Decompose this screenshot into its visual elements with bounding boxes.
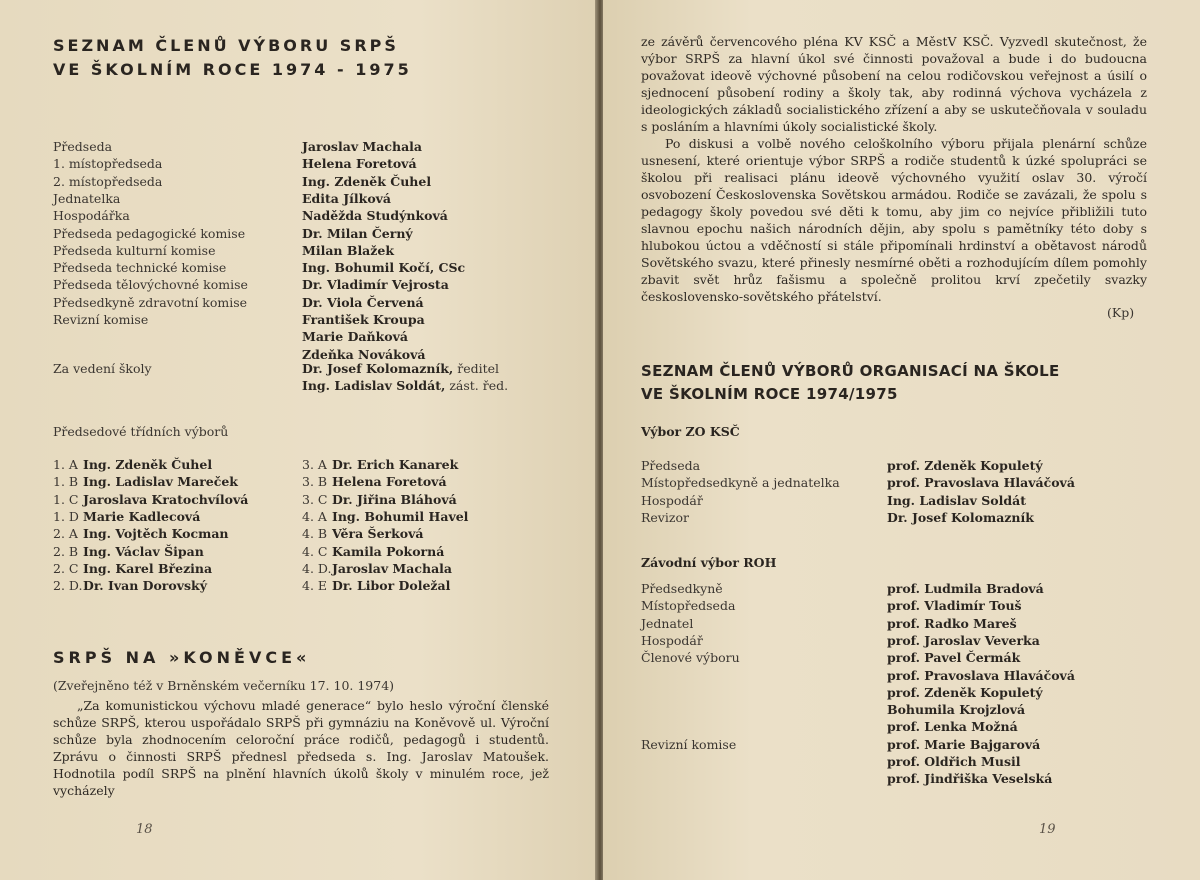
class-chair-name: Marie Kadlecová: [83, 508, 201, 524]
member-name: Ing. Bohumil Kočí, CSc: [302, 260, 466, 276]
class-chair-name: Kamila Pokorná: [332, 543, 445, 559]
class-chair-name: Ing. Ladislav Mareček: [83, 474, 238, 490]
class-heading: Předsedové třídních výborů: [53, 424, 229, 439]
class-code: 2. C: [53, 560, 79, 576]
member-role: Hospodářka: [53, 208, 130, 224]
roh-member-row: [641, 581, 1044, 596]
roh-member-name: prof. Ludmila Bradová: [887, 581, 1044, 596]
member-name: Milan Blažek: [302, 242, 394, 258]
class-code: 1. B: [53, 474, 79, 490]
right-page: [603, 0, 1200, 880]
member-name: Jaroslav Machala: [302, 139, 423, 154]
school-1-name: Dr. Josef Kolomazník,: [302, 361, 454, 376]
member-name: Dr. Viola Červená: [302, 294, 424, 310]
class-code: 4. A: [302, 508, 327, 524]
class-chair-name: Ing. Karel Březina: [83, 560, 213, 576]
member-row: [53, 295, 424, 310]
member-name: František Kroupa: [302, 312, 425, 327]
roh-member-name: prof. Jindřiška Veselská: [887, 771, 1053, 787]
left-heading-line1: SEZNAM ČLENŮ VÝBORU SRPŠ: [53, 36, 399, 55]
member-row: [53, 347, 426, 362]
roh-member-name: prof. Jaroslav Veverka: [887, 632, 1040, 648]
member-row: [53, 312, 425, 327]
roh-member-row: [641, 737, 1040, 752]
class-code: 3. B: [302, 474, 328, 490]
roh-member-row: [641, 668, 1075, 683]
article-text: „Za komunistickou výchovu mladé generace“ bylo heslo výroční členské schůze SRPŠ, kterou uspořádalo SRPŠ při gymnáziu na Koněvově ul. Výroční schůze byla zhodnocením celoroční práce rodičů, pedagogů i studentů. Zprávu o činnosti SRPŠ přednesl předseda s. Ing. Jaroslav Matoušek. Hodnotila podíl SRPŠ na plnění hlavních úkolů školy v minulém roce, jež vycházely: [53, 698, 549, 798]
class-row: [302, 544, 444, 559]
ksc-member-row: [641, 510, 1034, 525]
class-row: [53, 561, 212, 576]
class-row: [302, 578, 450, 593]
class-chair-name: Dr. Ivan Dorovský: [83, 578, 207, 594]
member-role: Předsedkyně zdravotní komise: [53, 294, 248, 310]
class-row: [53, 474, 238, 489]
roh-member-name: prof. Pravoslava Hlaváčová: [887, 667, 1075, 683]
roh-member-name: prof. Vladimír Touš: [887, 598, 1022, 614]
member-row: [53, 208, 448, 223]
ksc-member-role: Místopředsedkyně a jednatelka: [641, 475, 840, 491]
school-row-1: [302, 361, 499, 376]
roh-member-role: Hospodář: [641, 632, 703, 648]
class-code: 3. C: [302, 491, 328, 507]
member-row: [53, 329, 408, 344]
ksc-member-role: Hospodář: [641, 492, 703, 508]
class-code: 2. B: [53, 543, 79, 559]
class-row: [302, 474, 447, 489]
member-role: 1. místopředseda: [53, 156, 163, 172]
roh-member-role: Předsedkyně: [641, 581, 723, 596]
class-chair-name: Ing. Vojtěch Kocman: [83, 526, 229, 542]
member-name: Marie Daňková: [302, 329, 408, 345]
roh-member-row: [641, 598, 1022, 613]
class-code: 1. C: [53, 491, 79, 507]
class-row: [302, 457, 458, 472]
roh-member-name: prof. Zdeněk Kopuletý: [887, 684, 1043, 700]
member-name: Edita Jílková: [302, 190, 392, 206]
class-row: [53, 544, 204, 559]
class-chair-name: Ing. Bohumil Havel: [332, 508, 469, 524]
class-code: 2. A: [53, 526, 78, 542]
ksc-member-row: [641, 458, 1043, 473]
class-code: 4. E: [302, 578, 328, 594]
ksc-member-role: Předseda: [641, 458, 701, 473]
right-heading-line2: VE ŠKOLNÍM ROCE 1974/1975: [641, 385, 898, 403]
member-role: 2. místopředseda: [53, 173, 163, 189]
roh-heading: Závodní výbor ROH: [641, 555, 777, 570]
class-row: [302, 509, 468, 524]
class-code: 4. B: [302, 526, 328, 542]
ksc-member-name: Ing. Ladislav Soldát: [887, 492, 1026, 508]
member-row: [53, 139, 422, 154]
right-heading-line1: SEZNAM ČLENŮ VÝBORŮ ORGANISACÍ NA ŠKOLE: [641, 362, 1060, 380]
member-name: Dr. Vladimír Vejrosta: [302, 277, 449, 293]
roh-member-role: Místopředseda: [641, 598, 736, 614]
member-role: Předseda technické komise: [53, 260, 227, 276]
roh-member-row: [641, 754, 1021, 769]
roh-member-role: Revizní komise: [641, 736, 737, 752]
member-name: Helena Foretová: [302, 156, 417, 172]
member-row: [53, 277, 449, 292]
class-code: 4. D.: [302, 560, 332, 576]
roh-member-row: [641, 685, 1043, 700]
member-role: Předseda tělovýchovné komise: [53, 277, 248, 293]
ksc-member-name: prof. Pravoslava Hlaváčová: [887, 475, 1075, 491]
class-row: [53, 526, 229, 541]
class-chair-name: Ing. Václav Šipan: [83, 543, 204, 559]
member-role: Předseda: [53, 139, 113, 154]
class-row: [302, 492, 457, 507]
school-1-title: ředitel: [457, 361, 500, 376]
class-code: 3. A: [302, 457, 327, 472]
class-chair-name: Dr. Erich Kanarek: [332, 457, 459, 472]
class-row: [53, 509, 200, 524]
school-2-title: zást. řed.: [449, 378, 509, 393]
class-chair-name: Dr. Libor Doležal: [332, 578, 451, 594]
article-source: (Zveřejněno též v Brněnském večerníku 17. 10. 1974): [53, 678, 395, 693]
class-code: 1. A: [53, 457, 78, 472]
class-chair-name: Helena Foretová: [332, 474, 447, 490]
class-chair-name: Ing. Zdeněk Čuhel: [83, 457, 213, 472]
member-role: Revizní komise: [53, 312, 149, 327]
school-label: Za vedení školy: [53, 361, 152, 376]
roh-member-role: Jednatel: [641, 615, 694, 631]
member-role: Předseda kulturní komise: [53, 242, 216, 258]
class-row: [53, 457, 212, 472]
roh-member-row: [641, 633, 1040, 648]
roh-member-name: Bohumila Krojzlová: [887, 702, 1026, 718]
left-page: [0, 0, 597, 880]
class-chair-name: Jaroslava Kratochvílová: [83, 491, 249, 507]
class-row: [53, 578, 207, 593]
member-row: [53, 191, 391, 206]
roh-member-name: prof. Lenka Možná: [887, 719, 1018, 735]
page-number-left: 18: [136, 822, 153, 837]
roh-member-row: [641, 719, 1018, 734]
roh-member-role: Členové výboru: [641, 650, 740, 666]
class-row: [302, 561, 452, 576]
roh-member-row: [641, 650, 1020, 665]
article-continued-para2: Po diskusi a volbě nového celoškolního výboru přijala plenární schůze usnesení, které orientuje výbor SRPŠ a rodiče studentů k úzké spolupráci se školou při realisaci plánu ideově výchovného využití oslav 30. výročí osvobození Československa Sovětskou armádou. Rodiče se zavázali, že spolu s pedagogy školy povedou své děti k tomu, aby jim co nejvíce přibližili tuto slavnou epochu našich národních dějin, aby spolu s pamětníky této doby s hlubokou úctou a vděčností si stále připomínali hrdinství a obětavost národů Sovětského svazu, které přinesly nesmírné oběti a rozhodujícím dílem pomohly zbavit svět hrůz fašismu a společně prolitou krví zpečetily svazky československo-sovětského přátelství.: [641, 136, 1147, 304]
member-row: [53, 226, 413, 241]
member-name: Ing. Zdeněk Čuhel: [302, 173, 432, 189]
member-name: Dr. Milan Černý: [302, 225, 413, 241]
roh-member-row: [641, 702, 1025, 717]
roh-member-name: prof. Radko Mareš: [887, 615, 1017, 631]
school-row-2: [302, 378, 508, 393]
page-number-right: 19: [1039, 822, 1056, 837]
roh-member-row: [641, 771, 1052, 786]
member-name: Zdeňka Nováková: [302, 346, 426, 362]
ksc-member-role: Revizor: [641, 509, 689, 525]
member-role: Předseda pedagogické komise: [53, 225, 246, 241]
article-continued-para1: ze závěrů červencového pléna KV KSČ a MěstV KSČ. Vyzvedl skutečnost, že výbor SRPŠ za hlavní úkol své činnosti považoval a bude i do budoucna považovat ideově výchovné působení na celou rodičovskou veřejnost a úsilí o sjednocení působení rodiny a školy tak, aby rodinná výchova vycházela z ideologických základů socialistického zřízení a aby se uskutečňovala v souladu s posláním a hlavními úkoly socialistické školy.: [641, 34, 1147, 134]
roh-member-name: prof. Oldřich Musil: [887, 754, 1021, 769]
class-code: 4. C: [302, 543, 328, 559]
roh-member-name: prof. Pavel Čermák: [887, 650, 1021, 666]
roh-member-row: [641, 616, 1017, 631]
class-chair-name: Jaroslav Machala: [332, 560, 453, 576]
member-row: [53, 156, 417, 171]
ksc-member-name: Dr. Josef Kolomazník: [887, 509, 1034, 525]
class-row: [53, 492, 248, 507]
ksc-member-row: [641, 475, 1075, 490]
article-heading: SRPŠ NA »KONĚVCE«: [53, 648, 311, 667]
class-chair-name: Dr. Jiřina Bláhová: [332, 491, 457, 507]
signature: (Kp): [1107, 305, 1135, 320]
class-code: 2. D.: [53, 578, 83, 594]
class-row: [302, 526, 423, 541]
member-name: Naděžda Studýnková: [302, 208, 448, 224]
school-2-name: Ing. Ladislav Soldát,: [302, 378, 446, 393]
member-row: [53, 260, 465, 275]
class-chair-name: Věra Šerková: [332, 526, 424, 542]
ksc-member-name: prof. Zdeněk Kopuletý: [887, 458, 1043, 473]
ksc-heading: Výbor ZO KSČ: [641, 424, 740, 439]
member-row: [53, 174, 431, 189]
member-role: Jednatelka: [53, 190, 121, 206]
ksc-member-row: [641, 493, 1026, 508]
roh-member-name: prof. Marie Bajgarová: [887, 736, 1041, 752]
class-code: 1. D: [53, 508, 79, 524]
left-heading-line2: VE ŠKOLNÍM ROCE 1974 - 1975: [53, 60, 412, 79]
member-row: [53, 243, 394, 258]
